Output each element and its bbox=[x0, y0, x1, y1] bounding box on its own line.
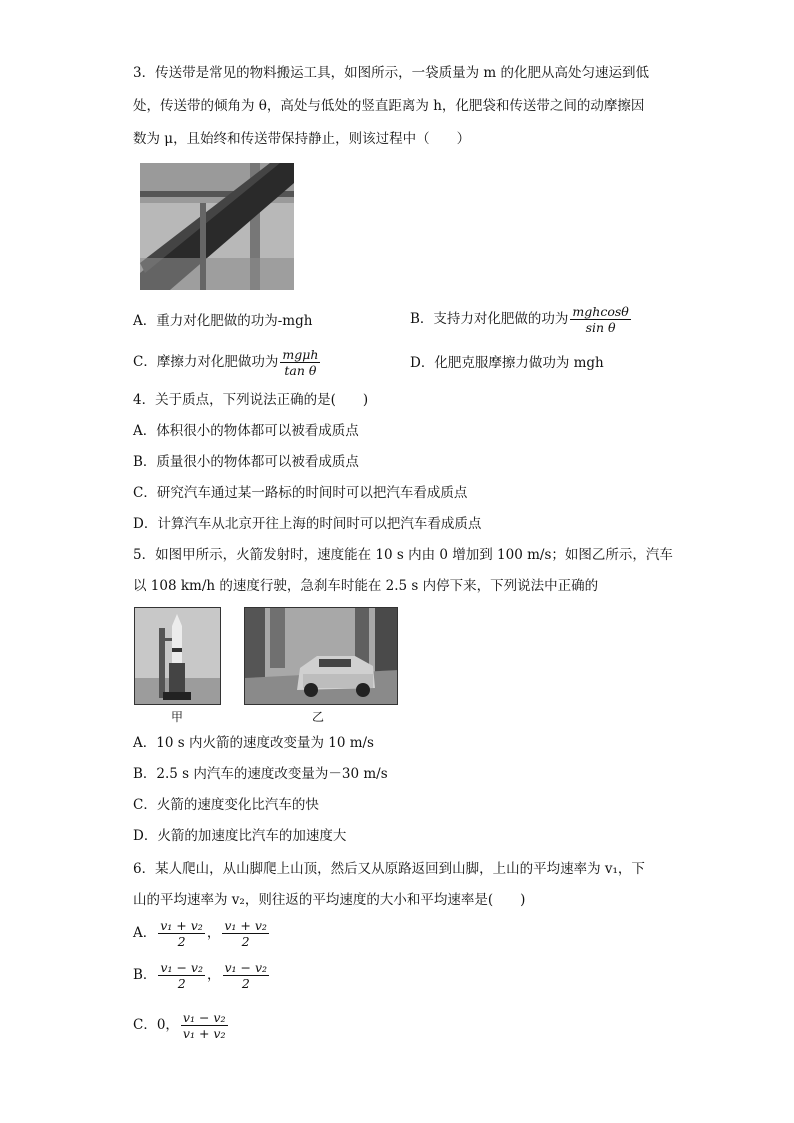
q5-stem-line2: 以 108 km/h 的速度行驶，急刹车时能在 2.5 s 内停下来，下列说法中正确的 bbox=[133, 578, 599, 594]
q6-option-a-f2-numerator: v₁ + v₂ bbox=[224, 918, 267, 933]
q5-option-b: B．2.5 s 内汽车的速度改变量为－30 m/s bbox=[133, 766, 388, 782]
q6-option-a-f1-denominator: 2 bbox=[177, 934, 186, 949]
q3-option-c bbox=[133, 347, 322, 378]
sports-car-photo bbox=[244, 607, 398, 705]
caption-yi: 乙 bbox=[312, 710, 325, 724]
q6-option-a-f2-denominator: 2 bbox=[241, 934, 250, 949]
q6-option-b-f1-denominator: 2 bbox=[177, 976, 186, 991]
q6-option-a bbox=[133, 918, 271, 949]
q3-option-b bbox=[410, 304, 633, 335]
q6-option-a-label: A． bbox=[133, 925, 157, 941]
q3-option-a: A．重力对化肥做的功为-mgh bbox=[133, 313, 313, 329]
q4-stem: 4．关于质点，下列说法正确的是( ) bbox=[133, 392, 369, 408]
q6-option-c-label: C．0， bbox=[133, 1017, 179, 1033]
q3-option-b-text: B．支持力对化肥做的功为 bbox=[410, 311, 569, 327]
q4-option-b: B．质量很小的物体都可以被看成质点 bbox=[133, 454, 359, 470]
q3-stem-line2: 处，传送带的倾角为 θ，高处与低处的竖直距离为 h，化肥袋和传送带之间的动摩擦因 bbox=[133, 98, 645, 114]
q6-option-a-fraction-2 bbox=[222, 918, 269, 949]
q3-option-b-numerator: mghcosθ bbox=[572, 304, 629, 319]
q4-option-c: C．研究汽车通过某一路标的时间时可以把汽车看成质点 bbox=[133, 485, 468, 501]
q6-option-b-label: B． bbox=[133, 967, 157, 983]
q4-option-d: D．计算汽车从北京开往上海的时间时可以把汽车看成质点 bbox=[133, 516, 482, 532]
q3-option-d: D．化肥克服摩擦力做功为 mgh bbox=[410, 355, 604, 371]
q3-stem-line3: 数为 μ，且始终和传送带保持静止，则该过程中（ ） bbox=[133, 131, 471, 147]
q6-option-b-fraction-1 bbox=[158, 960, 205, 991]
q6-option-b-f2-numerator: v₁ − v₂ bbox=[224, 960, 268, 975]
q5-stem-line1: 5．如图甲所示，火箭发射时，速度能在 10 s 内由 0 增加到 100 m/s；如图乙所示，汽车 bbox=[133, 547, 673, 563]
q6-option-c-fraction bbox=[181, 1010, 228, 1041]
q3-option-c-numerator: mgμh bbox=[282, 347, 319, 362]
q4-option-a: A．体积很小的物体都可以被看成质点 bbox=[133, 423, 359, 439]
q5-option-a: A．10 s 内火箭的速度改变量为 10 m/s bbox=[133, 735, 374, 751]
q3-option-c-text: C．摩擦力对化肥做功为 bbox=[133, 354, 279, 370]
q6-option-c-denominator: v₁ + v₂ bbox=[182, 1026, 226, 1041]
q6-option-c bbox=[133, 1010, 230, 1041]
q3-stem-line1: 3．传送带是常见的物料搬运工具，如图所示，一袋质量为 m 的化肥从高处匀速运到低 bbox=[133, 65, 649, 81]
q3-option-c-fraction bbox=[280, 347, 320, 378]
q3-option-c-denominator: tan θ bbox=[284, 363, 317, 378]
q6-option-b-fraction-2 bbox=[223, 960, 270, 991]
q6-option-c-numerator: v₁ − v₂ bbox=[182, 1010, 226, 1025]
q5-option-c: C．火箭的速度变化比汽车的快 bbox=[133, 797, 319, 813]
q6-option-b-separator: ， bbox=[207, 967, 221, 983]
q6-option-a-separator: ， bbox=[206, 925, 221, 941]
q6-option-b-f1-numerator: v₁ − v₂ bbox=[160, 960, 203, 975]
q3-option-b-denominator: sin θ bbox=[585, 320, 616, 335]
q6-option-b-f2-denominator: 2 bbox=[241, 976, 250, 991]
q6-option-b bbox=[133, 960, 271, 991]
q6-option-a-f1-numerator: v₁ + v₂ bbox=[160, 918, 203, 933]
q3-option-b-fraction bbox=[570, 304, 630, 335]
q6-stem-line1: 6．某人爬山，从山脚爬上山顶，然后又从原路返回到山脚，上山的平均速率为 v₁，下 bbox=[133, 861, 645, 877]
rocket-launch-photo bbox=[134, 607, 221, 705]
caption-jia: 甲 bbox=[171, 710, 184, 724]
q6-stem-line2: 山的平均速率为 v₂，则往返的平均速度的大小和平均速率是( ) bbox=[133, 892, 526, 908]
conveyor-belt-photo bbox=[140, 163, 294, 290]
q5-option-d: D．火箭的加速度比汽车的加速度大 bbox=[133, 828, 347, 844]
q6-option-a-fraction-1 bbox=[158, 918, 205, 949]
